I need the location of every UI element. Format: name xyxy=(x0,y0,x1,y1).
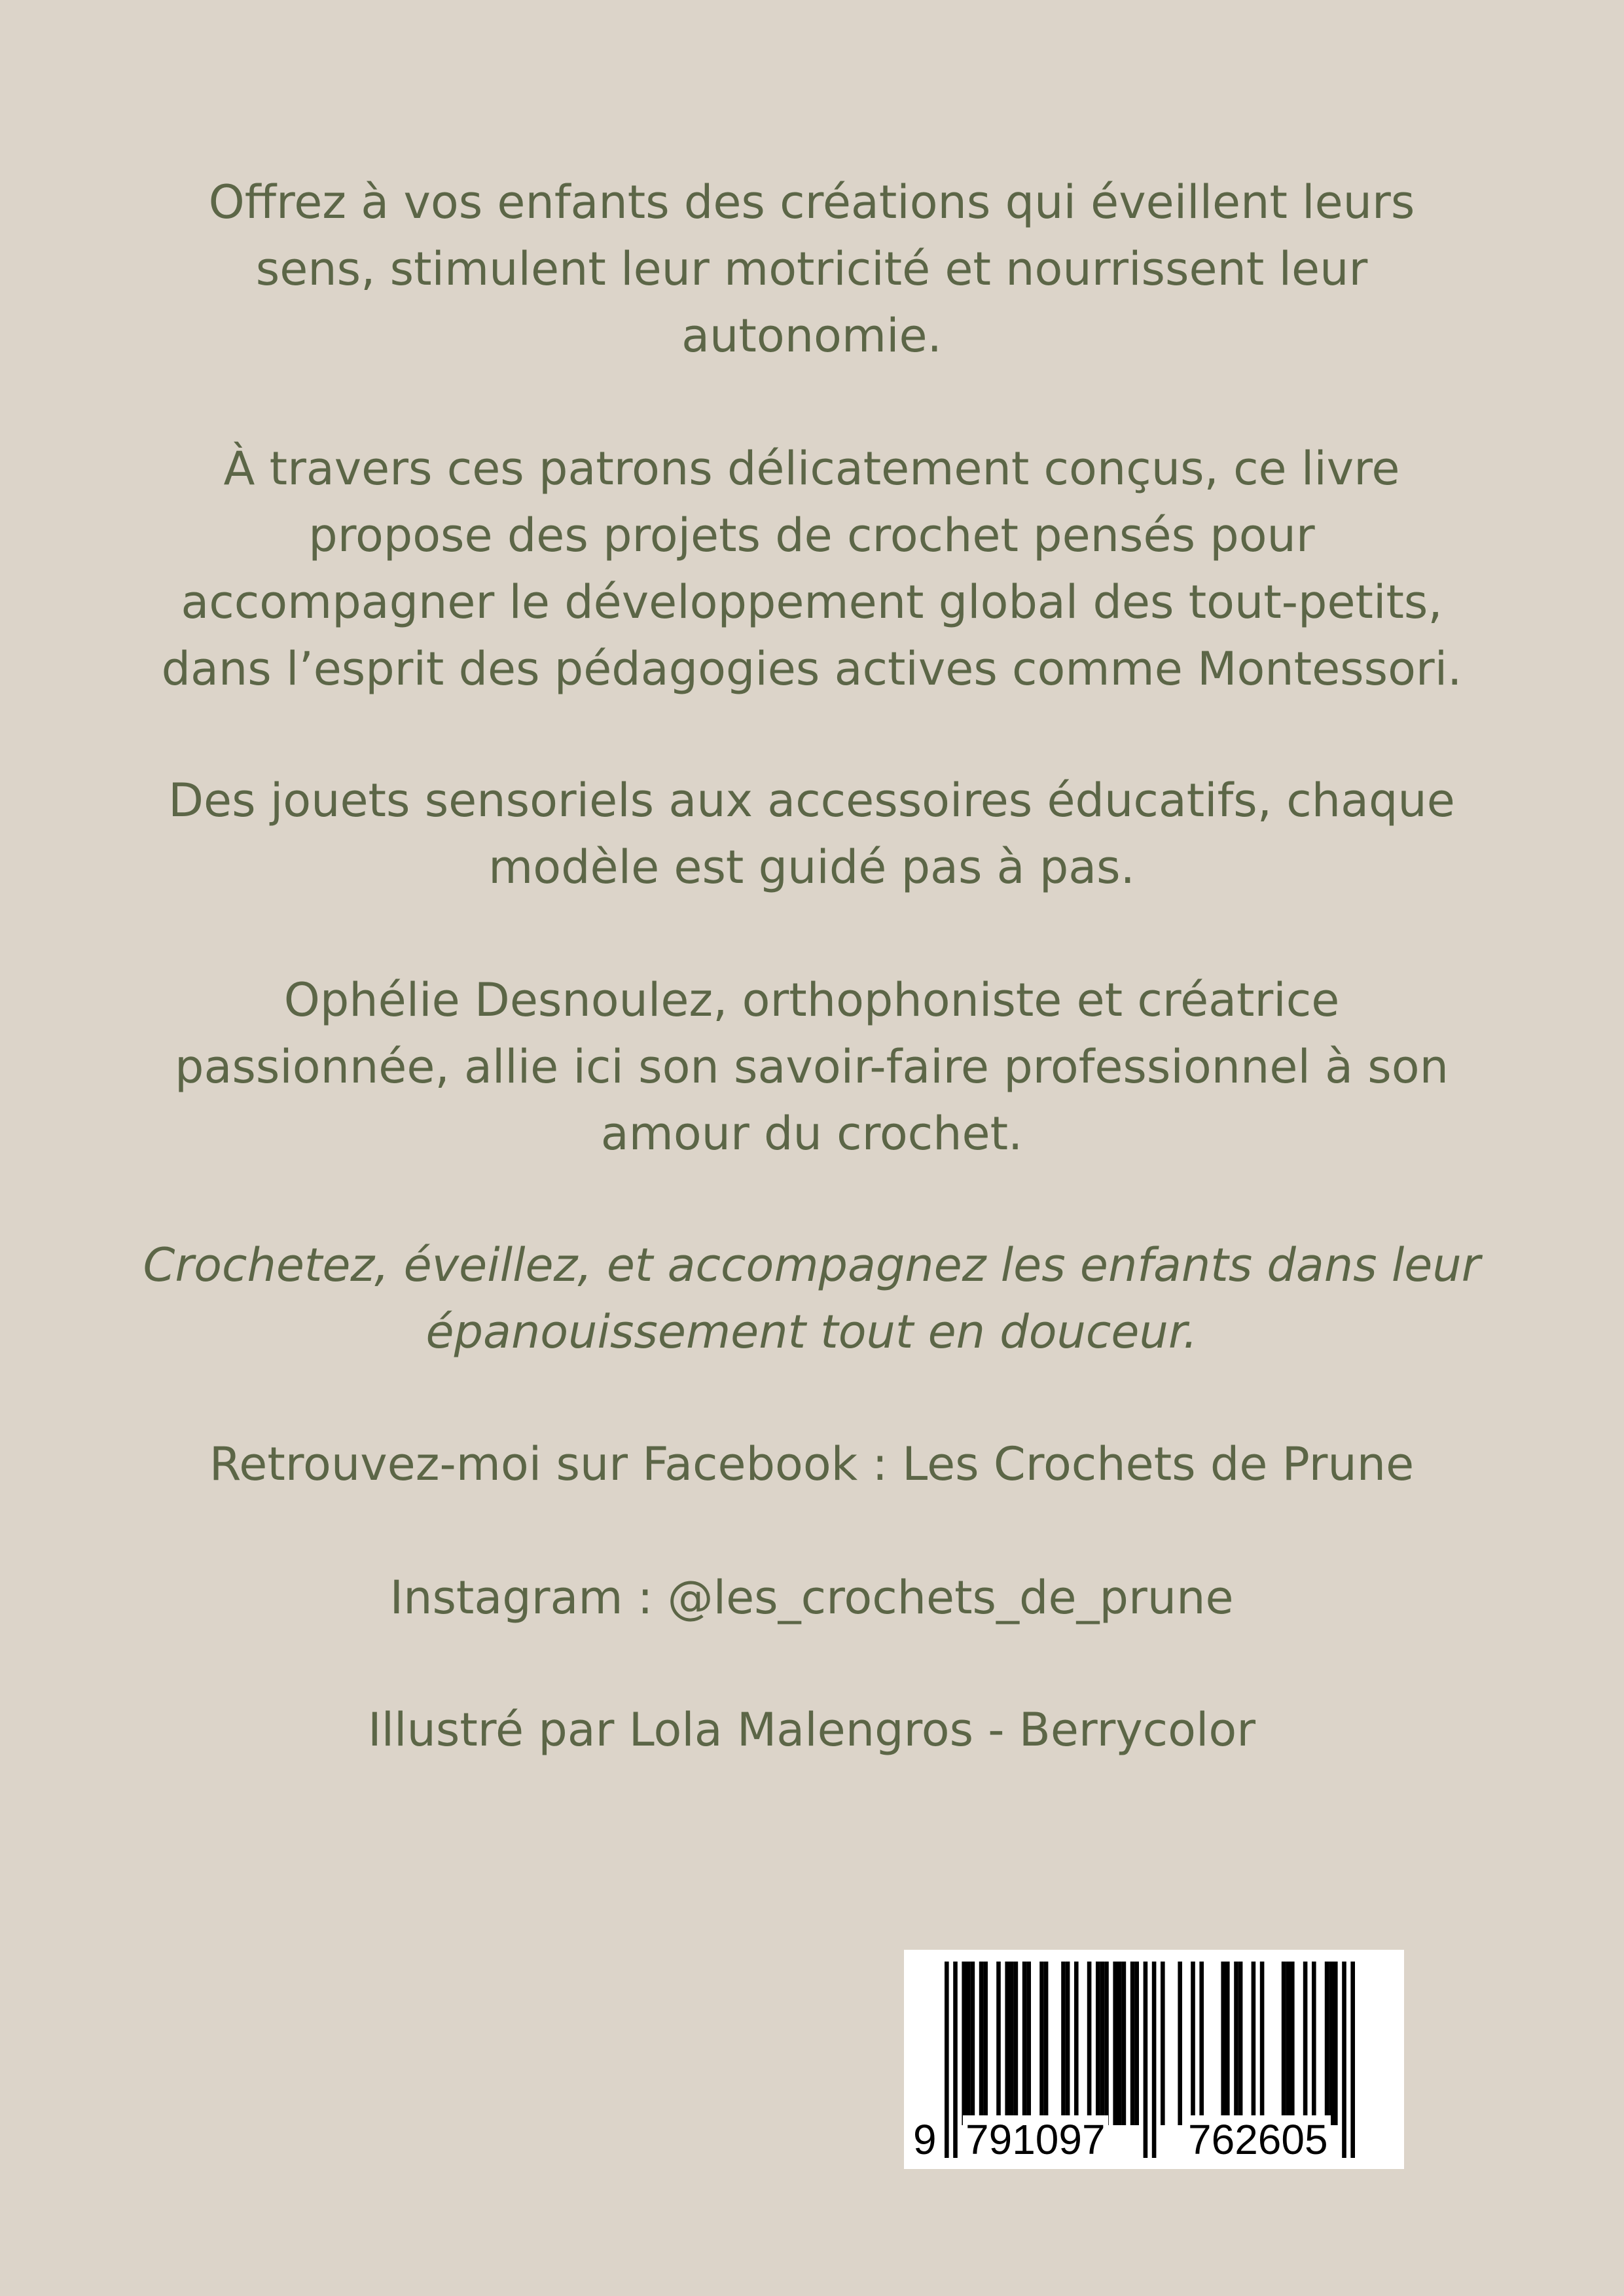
barcode-bar xyxy=(1134,1962,1139,2125)
barcode-bar xyxy=(971,1962,975,2125)
barcode-bar xyxy=(1221,1962,1225,2125)
instagram-line: Instagram : @les_crochets_de_prune xyxy=(389,1571,1234,1624)
barcode-bar xyxy=(1225,1962,1230,2125)
barcode-bar xyxy=(966,1962,971,2125)
barcode-bar xyxy=(979,1962,984,2125)
barcode-bar xyxy=(1282,1962,1286,2125)
barcode-bar xyxy=(1234,1962,1238,2125)
barcode-bar xyxy=(1260,1962,1265,2125)
barcode-bar xyxy=(1286,1962,1290,2125)
barcode-bar xyxy=(1178,1962,1182,2125)
barcode-bar xyxy=(1122,1962,1127,2125)
barcode-bar xyxy=(1104,1962,1109,2125)
barcode-digits-left: 791097 xyxy=(963,2115,1108,2164)
barcode-bar xyxy=(1074,1962,1079,2125)
barcode-bar xyxy=(1066,1962,1070,2125)
barcode-bar xyxy=(1312,1962,1316,2125)
barcode-bar xyxy=(1061,1962,1066,2125)
intro-paragraph: Offrez à vos enfants des créations qui éveillent leurs sens, stimulent leur motricité et nourrissent leur autonomie. xyxy=(208,175,1415,363)
barcode-bar xyxy=(996,1962,1001,2125)
barcode-bar xyxy=(1100,1962,1105,2125)
barcode-bar xyxy=(1039,1962,1044,2125)
barcode-digit-first: 9 xyxy=(911,2115,939,2164)
facebook-line: Retrouvez-moi sur Facebook : Les Crochets de Prune xyxy=(209,1437,1415,1491)
barcode-bar xyxy=(1096,1962,1100,2125)
barcode-bar xyxy=(1252,1962,1256,2125)
barcode-bar xyxy=(1290,1962,1295,2125)
barcode-digits-right: 762605 xyxy=(1185,2115,1331,2164)
barcode-bar xyxy=(1325,1962,1329,2125)
illustrator-line: Illustré par Lola Malengros - Berrycolor xyxy=(367,1703,1256,1757)
barcode-bar xyxy=(1009,1962,1014,2125)
description-paragraph: À travers ces patrons délicatement conçus, ce livre propose des projets de crochet pensés pour accompagner le développement global des tout-petits, dans l’esprit des pédagogies actives comme Montessori. xyxy=(161,442,1462,696)
barcode-bar xyxy=(1161,1962,1165,2125)
barcode-bar xyxy=(983,1962,988,2125)
barcode-digits xyxy=(904,2111,1404,2164)
barcode-bar xyxy=(1130,1962,1135,2125)
barcode-bar xyxy=(1014,1962,1019,2125)
tagline-paragraph: Crochetez, éveillez, et accompagnez les enfants dans leur épanouissement tout en douceur. xyxy=(143,1238,1481,1359)
barcode-bar xyxy=(1199,1962,1204,2125)
author-paragraph: Ophélie Desnoulez, orthophoniste et créatrice passionnée, allie ici son savoir-faire professionnel à son amour du crochet. xyxy=(175,973,1449,1160)
barcode-bar xyxy=(1303,1962,1308,2125)
barcode-bar xyxy=(1087,1962,1092,2125)
barcode-bar xyxy=(1191,1962,1195,2125)
barcode-bar xyxy=(1329,1962,1333,2125)
barcode-bar xyxy=(1026,1962,1031,2125)
barcode-bar xyxy=(1238,1962,1243,2125)
barcode-bar xyxy=(1333,1962,1338,2125)
barcode-bar xyxy=(1117,1962,1122,2125)
models-paragraph: Des jouets sensoriels aux accessoires éducatifs, chaque modèle est guidé pas à pas. xyxy=(168,774,1455,894)
barcode-bar xyxy=(1005,1962,1009,2125)
barcode-bar xyxy=(1022,1962,1027,2125)
isbn-barcode xyxy=(904,1950,1404,2169)
barcode-bar xyxy=(962,1962,966,2125)
barcode-bar xyxy=(1113,1962,1117,2125)
barcode-bar xyxy=(1044,1962,1049,2125)
